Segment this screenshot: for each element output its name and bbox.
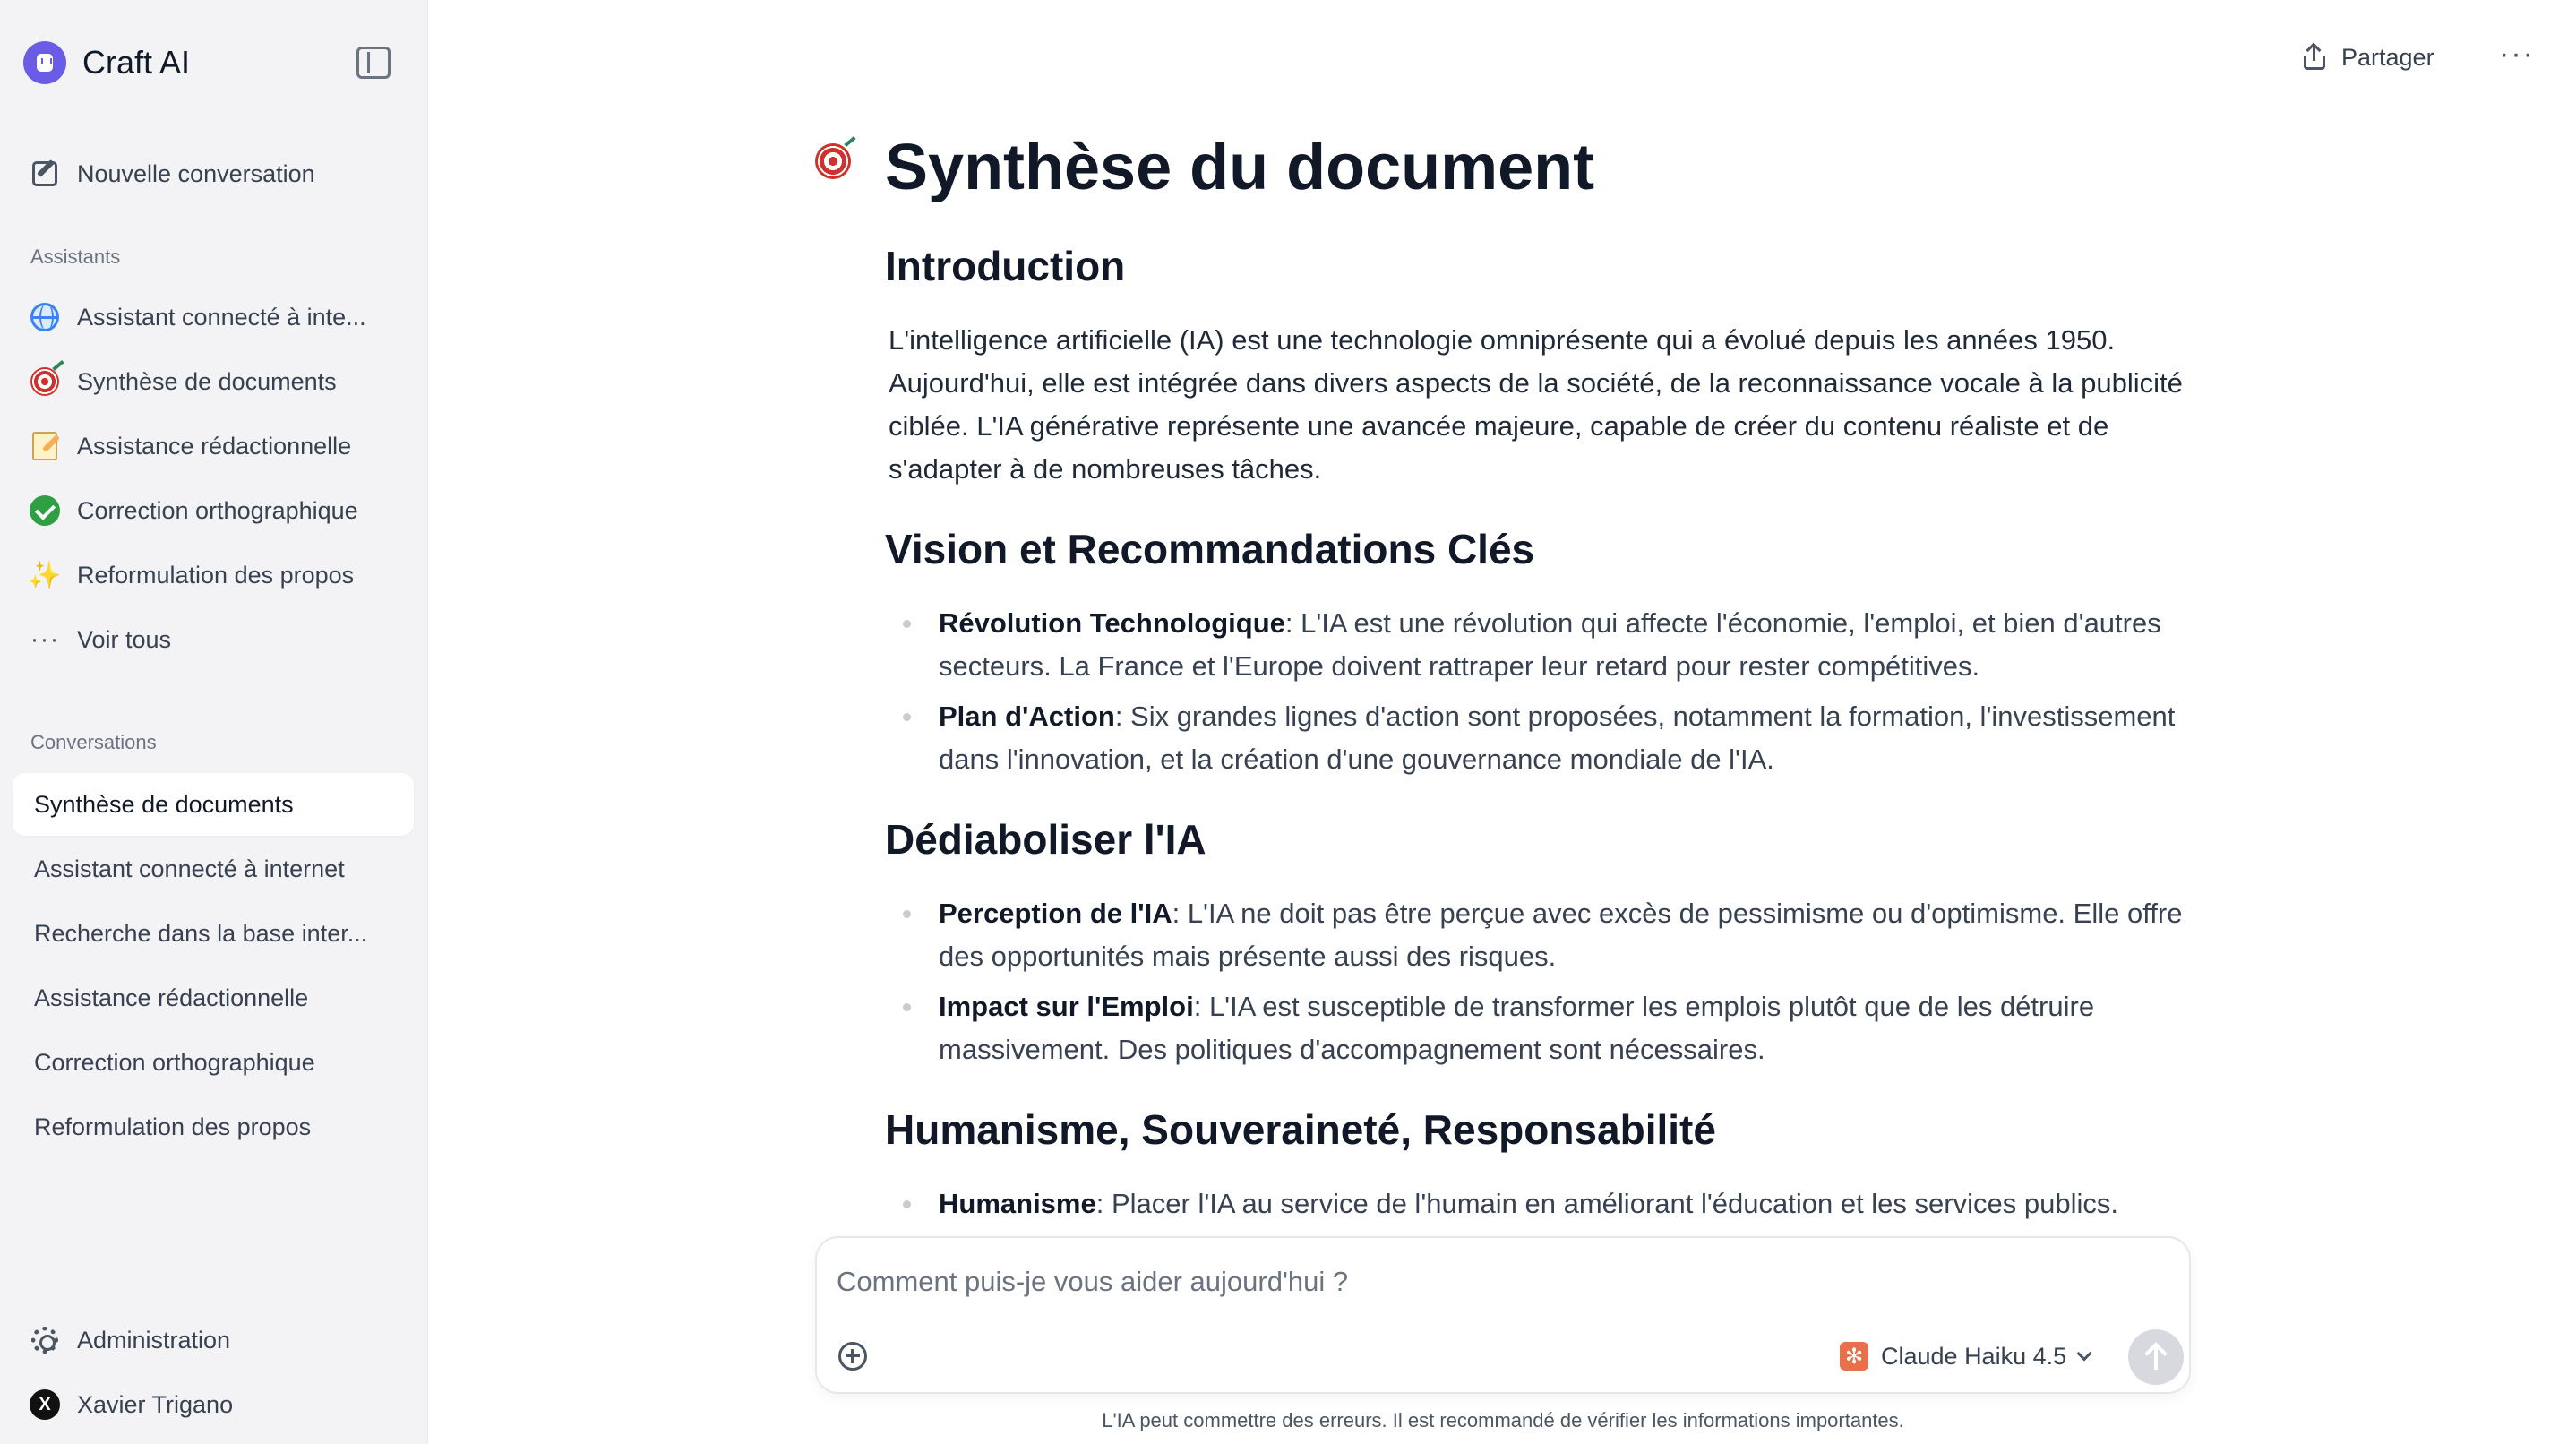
assistant-item-label: Correction orthographique [77,496,358,524]
list-item [939,892,2202,978]
assistant-item-label: Assistant connecté à inte... [77,303,366,331]
bullet-text: : L'IA ne doit pas être perçue avec excès de pessimisme ou d'optimisme. Elle offre des opportunités mais présente aussi des risques. [939,898,2183,972]
chevron-down-icon [2077,1346,2092,1362]
list-item [939,695,2202,781]
list-item [939,1182,2202,1225]
bullet-term: Révolution Technologique [939,607,1285,639]
memo-icon [32,432,57,460]
new-conversation-button[interactable] [27,149,315,199]
assistant-item-label: Reformulation des propos [77,561,355,589]
sidebar [0,0,428,1444]
disclaimer-text: L'IA peut commettre des erreurs. Il est recommandé de vérifier les informations importantes. [1102,1409,1904,1431]
administration-label: Administration [77,1326,231,1354]
user-profile[interactable] [27,1380,233,1430]
assistant-item-label: Assistance rédactionnelle [77,432,352,460]
section-heading-vision: Vision et Recommandations Clés [885,526,1535,572]
list-item [939,602,2202,688]
assistant-item-synthese[interactable] [27,357,337,407]
chat-composer [815,1236,2191,1394]
send-button[interactable] [2128,1329,2184,1385]
avatar: X [30,1389,60,1420]
app-name: Craft AI [82,44,191,81]
share-button[interactable] [2304,38,2434,77]
assistant-item-internet[interactable] [27,292,366,342]
bullet-text: : L'IA est susceptible de transformer les emplois plutôt que de les détruire massivement. Des politiques d'accompagnement sont nécessaires. [939,991,2095,1065]
conversation-item[interactable]: Reformulation des propos [34,1113,312,1140]
new-conversation-label: Nouvelle conversation [77,159,315,187]
bullet-term: Impact sur l'Emploi [939,991,1194,1022]
user-name: Xavier Trigano [77,1390,234,1418]
model-name: Claude Haiku 4.5 [1881,1342,2067,1370]
assistants-section-label: Assistants [30,245,121,268]
bullet-term: Plan d'Action [939,701,1115,732]
conversation-item[interactable]: Recherche dans la base inter... [34,919,368,947]
bullet-text: : Six grandes lignes d'action sont proposées, notamment la formation, l'investissement dans l'innovation, et la création d'une gouvernance mondiale de l'IA. [939,701,2176,775]
gear-icon [31,1327,58,1354]
bullet-term: Perception de l'IA [939,898,1172,929]
document-target-icon [815,143,854,183]
assistant-item-reformulation[interactable] [27,550,354,600]
new-chat-icon [32,161,57,186]
page-title: Synthèse du document [885,132,1595,203]
chat-input[interactable] [837,1259,2162,1304]
list-item [939,985,2202,1071]
assistant-item-redaction[interactable] [27,421,351,471]
bullet-text: : L'IA est une révolution qui affecte l'économie, l'emploi, et bien d'autres secteurs. La France et l'Europe doivent rattraper leur retard pour rester compétitives. [939,607,2161,682]
add-attachment-icon[interactable] [838,1342,867,1371]
conversations-section-label: Conversations [30,731,157,753]
check-icon [30,495,60,526]
conversation-item[interactable]: Assistance rédactionnelle [34,984,309,1011]
bullet-term: Humanisme [939,1188,1096,1219]
share-icon [2304,45,2325,70]
share-label: Partager [2341,43,2434,71]
introduction-paragraph: L'intelligence artificielle (IA) est une technologie omniprésente qui a évolué depuis les années 1950. Aujourd'hui, elle est intégrée dans divers aspects de la société, de la reconnaissance vocale à la publicité ciblée. L'IA générative représente une avancée majeure, capable de créer du contenu réaliste et de s'adapter à de nombreuses tâches. [889,324,2183,485]
bullet-text: : Placer l'IA au service de l'humain en améliorant l'éducation et les services publics. [1095,1188,2118,1219]
assistant-item-correction[interactable] [27,486,358,536]
brand[interactable] [23,41,190,84]
craft-logo-icon [23,41,66,84]
see-all-assistants-link[interactable] [27,615,171,665]
model-selector[interactable] [1840,1337,2090,1376]
conversation-item[interactable]: Assistant connecté à internet [34,855,345,882]
target-icon [30,367,59,396]
section-heading-humanisme: Humanisme, Souveraineté, Responsabilité [885,1106,1716,1153]
sparkles-icon: ✨ [28,560,62,590]
assistant-item-label: Synthèse de documents [77,367,337,395]
section-heading-introduction: Introduction [885,243,1126,289]
globe-icon [30,303,59,331]
claude-icon: ✻ [1840,1342,1868,1371]
more-options-icon[interactable]: ··· [2499,37,2535,71]
see-all-label: Voir tous [77,625,172,653]
dots-icon: ··· [30,624,60,654]
conversation-item[interactable]: Correction orthographique [34,1048,315,1076]
sidebar-toggle-icon[interactable] [356,47,391,79]
conversation-item[interactable]: Synthèse de documents [13,773,414,836]
administration-link[interactable] [27,1315,230,1365]
section-heading-dediaboliser: Dédiaboliser l'IA [885,816,1206,863]
